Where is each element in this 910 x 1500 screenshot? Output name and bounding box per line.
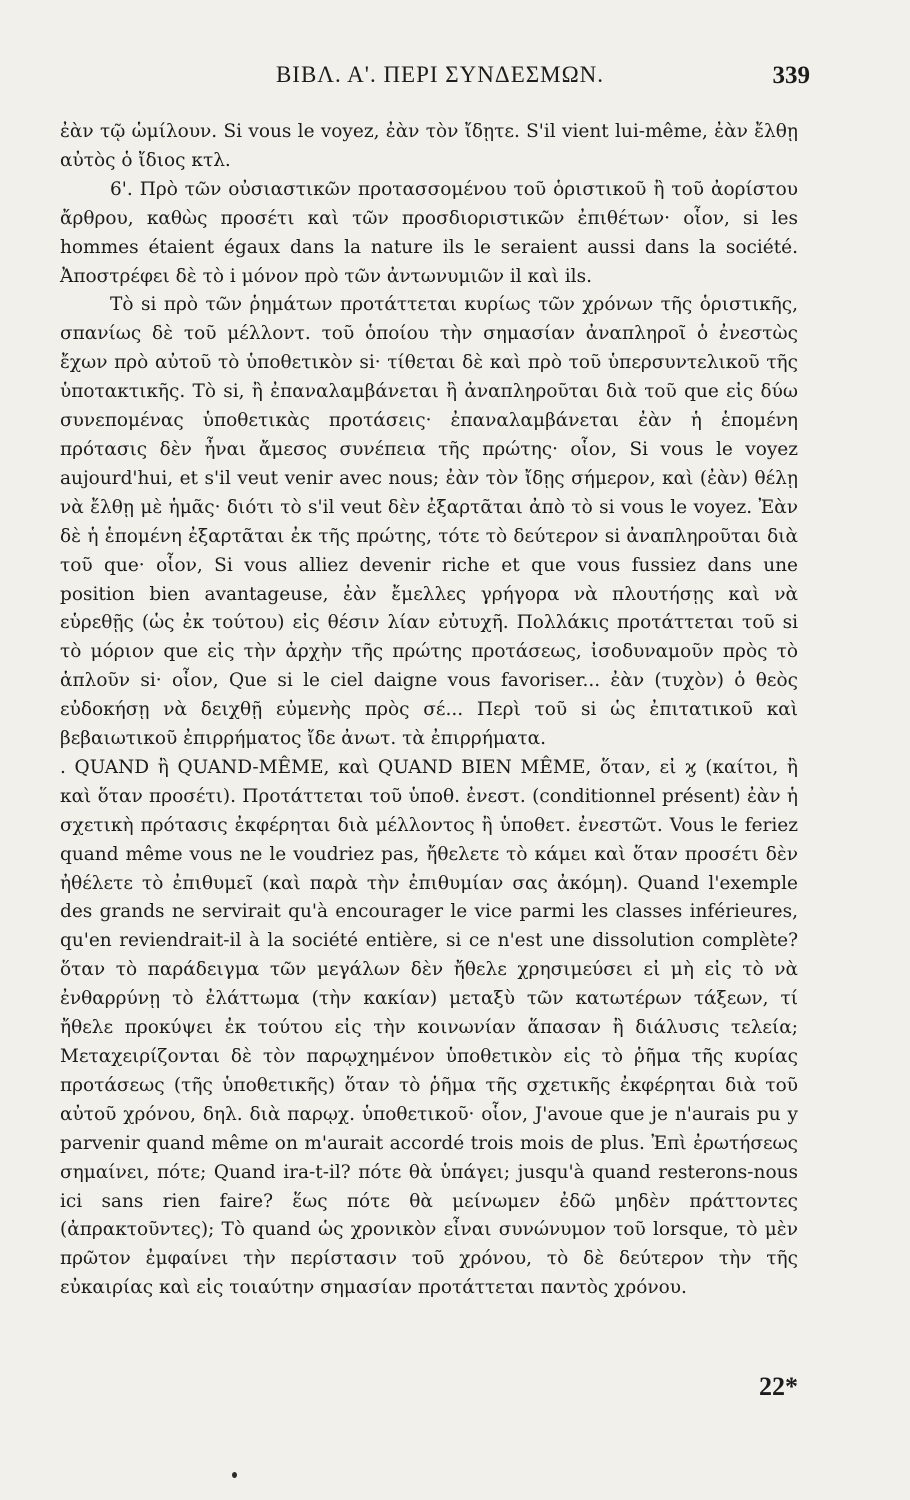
page-number: 339 (772, 62, 810, 89)
body-text (60, 118, 798, 1303)
signature-mark: 22* (759, 1372, 798, 1401)
paragraph-section-b: 6'. Πρὸ τῶν οὐσιαστικῶν προτασσομένου τοῦ ὁριστικοῦ ἢ τοῦ ἀορίστου ἄρθρου, καθὼς προσέτι καὶ τῶν προσδιοριστικῶν ἐπιθέτων· οἷον, si les hommes étaient égaux dans la nature ils le seraient aussi dans la société. Ἀποστρέφει δὲ τὸ i μόνον πρὸ τῶν ἀντωνυμιῶν il καὶ ils. (60, 178, 798, 287)
ink-speck (232, 1472, 237, 1478)
paragraph-continuation: ἐὰν τῷ ὡμίλουν. Si vous le voyez, ἐὰν τὸν ἴδῃτε. S'il vient lui-même, ἐὰν ἔλθῃ αὐτὸς ὁ ἴδιος κτλ. (60, 121, 798, 171)
paragraph-si-usage: Τὸ si πρὸ τῶν ῥημάτων προτάττεται κυρίως τῶν χρόνων τῆς ὁριστικῆς, σπανίως δὲ τοῦ μέλλοντ. τοῦ ὁποίου τὴν σημασίαν ἀναπληροῖ ὁ ἐνεστὼς ἔχων πρὸ αὐτοῦ τὸ ὑποθετικὸν si· τίθεται δὲ καὶ πρὸ τοῦ ὑπερσυντελικοῦ τῆς ὑποτακτικῆς. Τὸ si, ἢ ἐπαναλαμβάνεται ἢ ἀναπληροῦται διὰ τοῦ que εἰς δύω συνεπομένας ὑποθετικὰς προτάσεις· ἐπαναλαμβάνεται ἐὰν ἡ ἑπομένη πρότασις δὲν ἦναι ἄμεσος συνέπεια τῆς πρώτης· οἷον, Si vous le voyez aujourd'hui, et s'il veut venir avec nous; ἐὰν τὸν ἴδῃς σήμερον, καὶ (ἐὰν) θέλῃ νὰ ἔλθῃ μὲ ἡμᾶς· διότι τὸ s'il veut δὲν ἐξαρτᾶται ἀπὸ τὸ si vous le voyez. Ἐὰν δὲ ἡ ἑπομένη ἐξαρτᾶται ἐκ τῆς πρώτης, τότε τὸ δεύτερον si ἀναπληροῦται διὰ τοῦ que· οἷον, Si vous alliez devenir riche et que vous fussiez dans une position bien avantageuse, ἐὰν ἔμελλες γρήγορα νὰ πλουτήσῃς καὶ νὰ εὑρεθῇς (ὡς ἐκ τούτου) εἰς θέσιν λίαν εὐτυχῆ. Πολλάκις προτάττεται τοῦ si τὸ μόριον que εἰς τὴν ἀρχὴν τῆς πρώτης προτάσεως, ἰσοδυναμοῦν πρὸς τὸ ἁπλοῦν si· οἷον, Que si le ciel daigne vous favoriser... ἐὰν (τυχὸν) ὁ θεὸς εὐδοκήσῃ νὰ δειχθῇ εὐμενὴς πρὸς σέ... Περὶ τοῦ si ὡς ἐπιτατικοῦ καὶ βεβαιωτικοῦ ἐπιρρήματος ἴδε ἀνωτ. τὰ ἐπιρρήματα. (60, 294, 798, 750)
running-header (60, 62, 820, 102)
running-title: ΒΙΒΛ. Α'. ΠΕΡΙ ΣΥΝΔΕΣΜΩΝ. (275, 62, 605, 87)
paragraph-quand: . QUAND ἢ QUAND-MÊME, καὶ QUAND BIEN MÊME, ὅταν, εἰ ϗ (καίτοι, ἢ καὶ ὅταν προσέτι). Προτάττεται τοῦ ὑποθ. ἐνεστ. (conditionnel présent) ἐὰν ἡ σχετικὴ πρότασις ἐκφέρηται διὰ μέλλοντος ἢ ὑποθετ. ἐνεστῶτ. Vous le feriez quand même vous ne le voudriez pas, ἤθελετε τὸ κάμει καὶ ὅταν προσέτι δὲν ἠθέλετε τὸ ἐπιθυμεῖ (καὶ παρὰ τὴν ἐπιθυμίαν σας ἀκόμη). Quand l'exemple des grands ne servirait qu'à encourager le vice parmi les classes inférieures, qu'en reviendrait-il à la société entière, si ce n'est une dissolution complète? ὅταν τὸ παράδειγμα τῶν μεγάλων δὲν ἤθελε χρησιμεύσει εἰ μὴ εἰς τὸ νὰ ἐνθαρρύνῃ τὸ ἐλάττωμα (τὴν κακίαν) μεταξὺ τῶν κατωτέρων τάξεων, τί ἤθελε προκύψει ἐκ τούτου εἰς τὴν κοινωνίαν ἅπασαν ἢ διάλυσις τελεία; Μεταχειρίζονται δὲ τὸν παρῳχημένον ὑποθετικὸν εἰς τὸ ῥῆμα τῆς κυρίας προτάσεως (τῆς ὑποθετικῆς) ὅταν τὸ ῥῆμα τῆς σχετικῆς ἐκφέρηται διὰ τοῦ αὐτοῦ χρόνου, δηλ. διὰ παρῳχ. ὑποθετικοῦ· οἷον, J'avoue que je n'aurais pu y parvenir quand même on m'aurait accordé trois mois de plus. Ἐπὶ ἐρωτήσεως σημαίνει, πότε; Quand ira-t-il? πότε θὰ ὑπάγει; jusqu'à quand resterons-nous ici sans rien faire? ἕως πότε θὰ μείνωμεν ἐδῶ μηδὲν πράττοντες (ἀπρακτοῦντες); Τὸ quand ὡς χρονικὸν εἶναι συνώνυμον τοῦ lorsque, τὸ μὲν πρῶτον ἐμφαίνει τὴν περίστασιν τοῦ χρόνου, τὸ δὲ δεύτερον τὴν τῆς εὐκαιρίας καὶ εἰς τοιαύτην σημασίαν προτάττεται παντὸς χρόνου. (60, 756, 798, 1299)
